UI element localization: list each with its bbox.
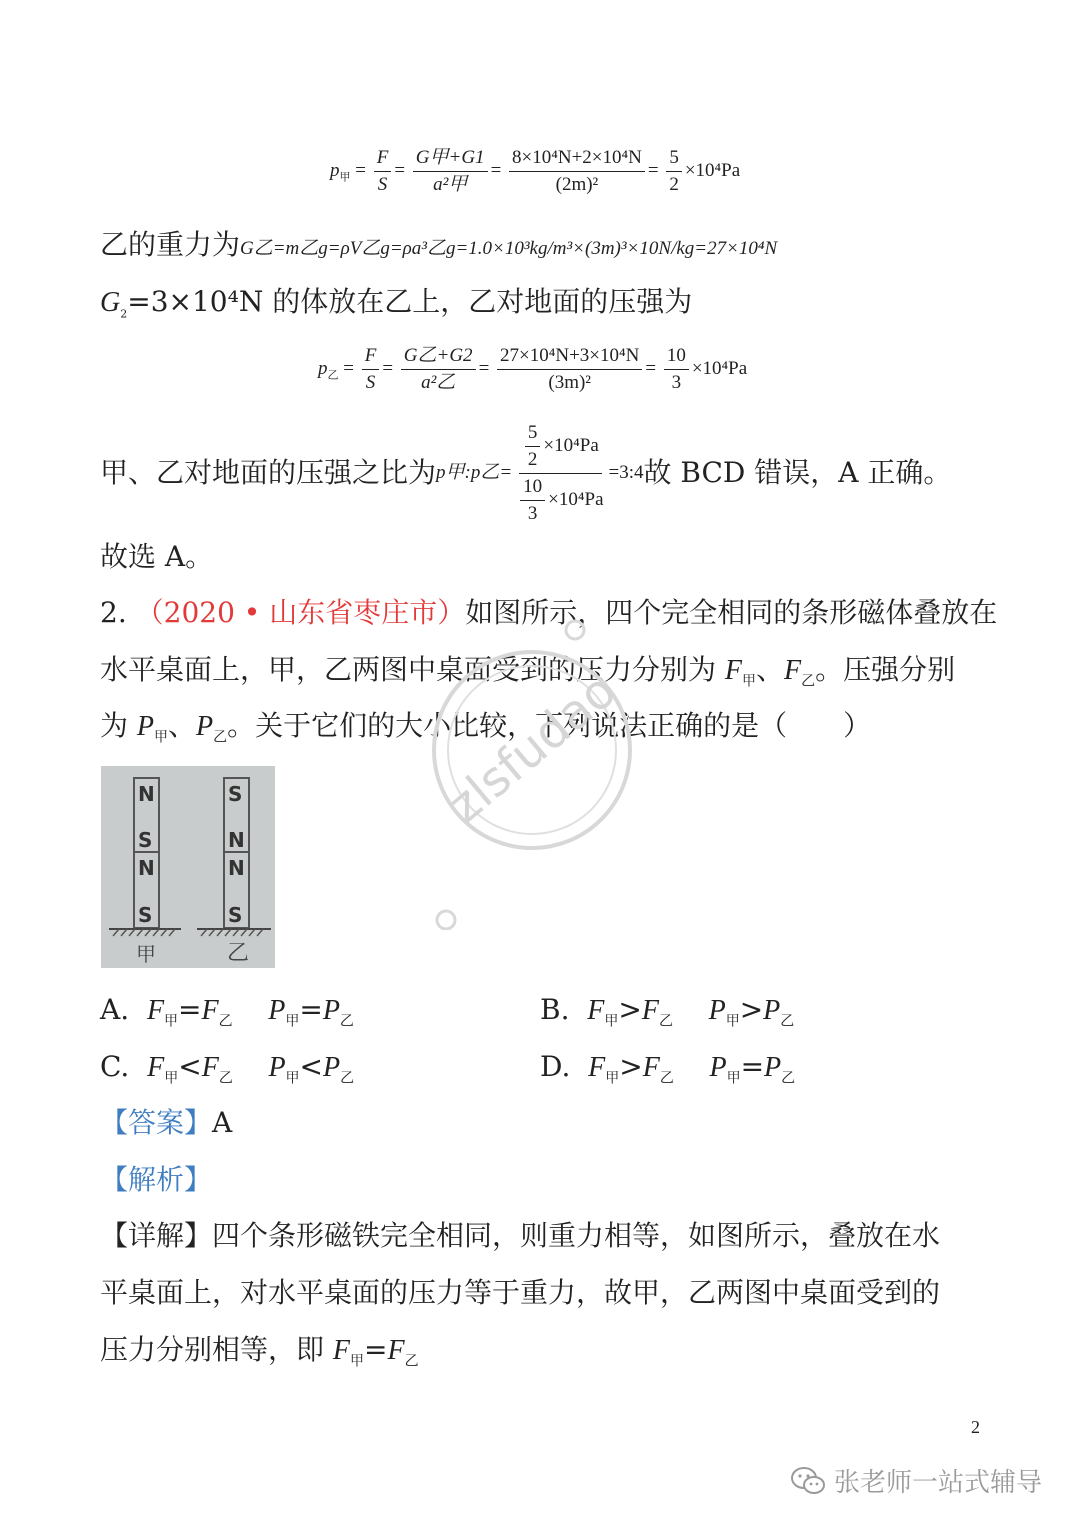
analysis-label: 【解析】 [100, 1163, 213, 1196]
pole-label: N [138, 782, 155, 806]
ratio-line: 甲、乙对地面的压强之比为 p甲:p乙= $\frac{5}{2}$ ×10⁴Pa $\frac{10}{3}$ ×10⁴Pa =3:4 故 BCD 错误，A 正确。 [100, 421, 952, 524]
pole-label: N [138, 856, 155, 880]
pole-label: S [138, 903, 153, 927]
page-number: 2 [971, 1417, 980, 1437]
figure-caption-yi: 乙 [227, 941, 250, 966]
conclusion: 故选 A。 [100, 540, 214, 573]
fraction: $\frac{\text{27×10⁴N+3×10⁴N}}{\text{(3m)²}}$ [497, 345, 642, 394]
pole-label: S [228, 782, 243, 806]
pole-label: N [228, 856, 245, 880]
fraction: $\frac{\text{8×10⁴N+2×10⁴N}}{\text{(2m)²}}$ [509, 147, 645, 196]
equation-p-jia: $p_甲$ = $\frac{F}{S}$ = $\frac{\text{G甲+G1}}{\text{a²甲}}$ = $\frac{\text{8×10⁴N+2×10⁴N}}{\text{(2m)²}}$ = $\frac{5}{2}$ ×10⁴Pa [330, 147, 741, 195]
option-a[interactable]: A. $F_甲=F_乙$ $P_甲=P_乙$ [100, 993, 354, 1030]
option-b[interactable]: B. $F_甲>F_乙$ $P_甲>P_乙$ [540, 993, 795, 1030]
footer-text: 张老师一站式辅导 [834, 1468, 1043, 1498]
g2-line: $G_2=3\times 10^4N$ 的体放在乙上，乙对地面的压强为 [100, 285, 693, 321]
footer-brand [790, 1462, 1042, 1499]
ratio-fraction: $\frac{5}{2}$ ×10⁴Pa $\frac{10}{3}$ ×10⁴Pa [514, 422, 606, 525]
pole-label: S [228, 903, 243, 927]
detail-line-2: 平桌面上，对水平桌面的压力等于重力，故甲，乙两图中桌面受到的 [100, 1276, 941, 1309]
fraction: $\frac{10}{3}$ [664, 345, 689, 394]
fraction: $\frac{F}{S}$ [374, 147, 392, 196]
fraction: $\frac{\text{G甲+G1}}{\text{a²甲}}$ [413, 147, 488, 196]
fraction: $\frac{F}{S}$ [362, 345, 380, 394]
watermark-text: zlsfudao [437, 662, 627, 834]
option-c[interactable]: C. $F_甲<F_乙$ $P_甲<P_乙$ [100, 1050, 355, 1087]
question-source: （2020 • 山东省枣庄市） [135, 596, 466, 629]
answer-label: 【答案】 [100, 1106, 213, 1139]
question-line-3: 为 $P_甲$、$P_乙$。关于它们的大小比较，下列说法正确的是（ ） [100, 709, 872, 746]
question-line-2: 水平桌面上，甲，乙两图中桌面受到的压力分别为 $F_甲$、$F_乙$。压强分别 [100, 653, 956, 690]
detail-label: 【详解】 [100, 1219, 213, 1252]
answer-line [100, 1103, 232, 1143]
wechat-icon [790, 1466, 826, 1496]
pole-label: N [228, 828, 245, 852]
detail-line-1: 【详解】四个条形磁铁完全相同，则重力相等，如图所示，叠放在水 [100, 1219, 941, 1252]
detail-line-3: 压力分别相等，即 $F_甲=F_乙$ [100, 1333, 419, 1370]
weight-line: 乙的重力为G乙=m乙g=ρV乙g=ρa³乙g=1.0×10³kg/m³×(3m)³×10N/kg=27×10⁴N [100, 228, 778, 261]
question-line-1: 2. （2020 • 山东省枣庄市）如图所示，四个完全相同的条形磁体叠放在 [100, 596, 998, 629]
option-d[interactable]: D. $F_甲>F_乙$ $P_甲=P_乙$ [540, 1050, 796, 1087]
fraction: $\frac{5}{2}$ [666, 147, 682, 196]
pole-label: S [138, 828, 153, 852]
figure-caption-jia: 甲 [136, 942, 156, 966]
magnet-figure [101, 766, 275, 968]
answer-value: A [212, 1106, 233, 1139]
fraction: $\frac{\text{G乙+G2}}{\text{a²乙}}$ [401, 345, 476, 394]
equation-p-yi: $p_乙$ = $\frac{F}{S}$ = $\frac{\text{G乙+G2}}{\text{a²乙}}$ = $\frac{\text{27×10⁴N+3×10⁴N}}{\text{(3m)²}}$ = $\frac{10}{3}$ ×10⁴Pa [318, 345, 748, 393]
